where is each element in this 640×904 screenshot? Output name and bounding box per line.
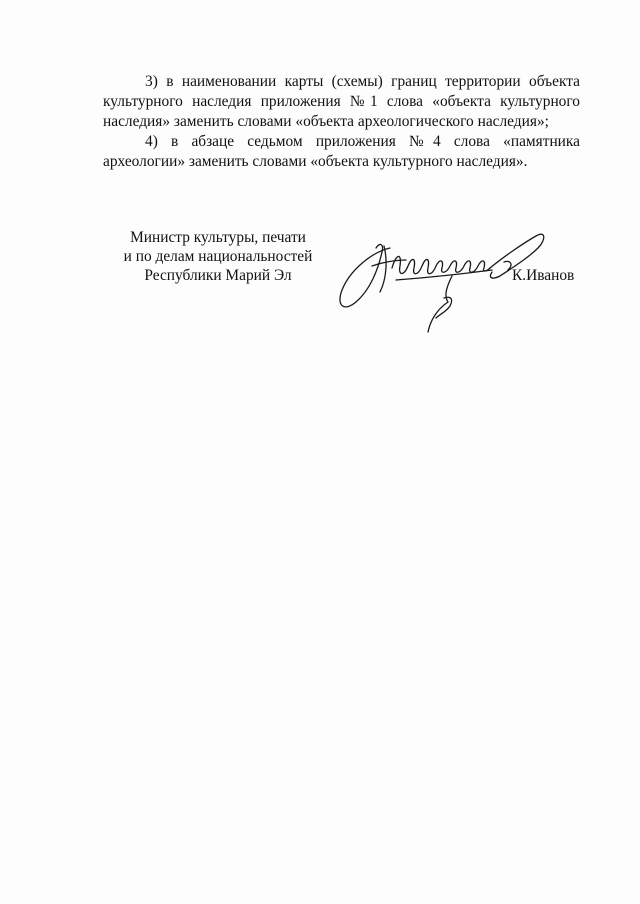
document-body [103,72,580,172]
amendment-paragraph-4: 4) в абзаце седьмом приложения №4 слова «памятника археологии» заменить словами «объекта культурного наследия». [103,133,580,170]
signatory-name: К.Иванов [512,267,575,284]
signatory-title-line: Республики Марий Эл [144,267,292,284]
signatory-title-line: Министр культуры, печати [130,229,306,246]
signatory-title [114,228,322,285]
amendment-paragraph-3: 3) в наименовании карты (схемы) границ территории объекта культурного наследия приложения №1 слова «объекта культурного наследия» заменить словами «объекта археологического наследия»; [103,73,580,130]
signatory-title-line: и по делам национальностей [123,248,313,265]
